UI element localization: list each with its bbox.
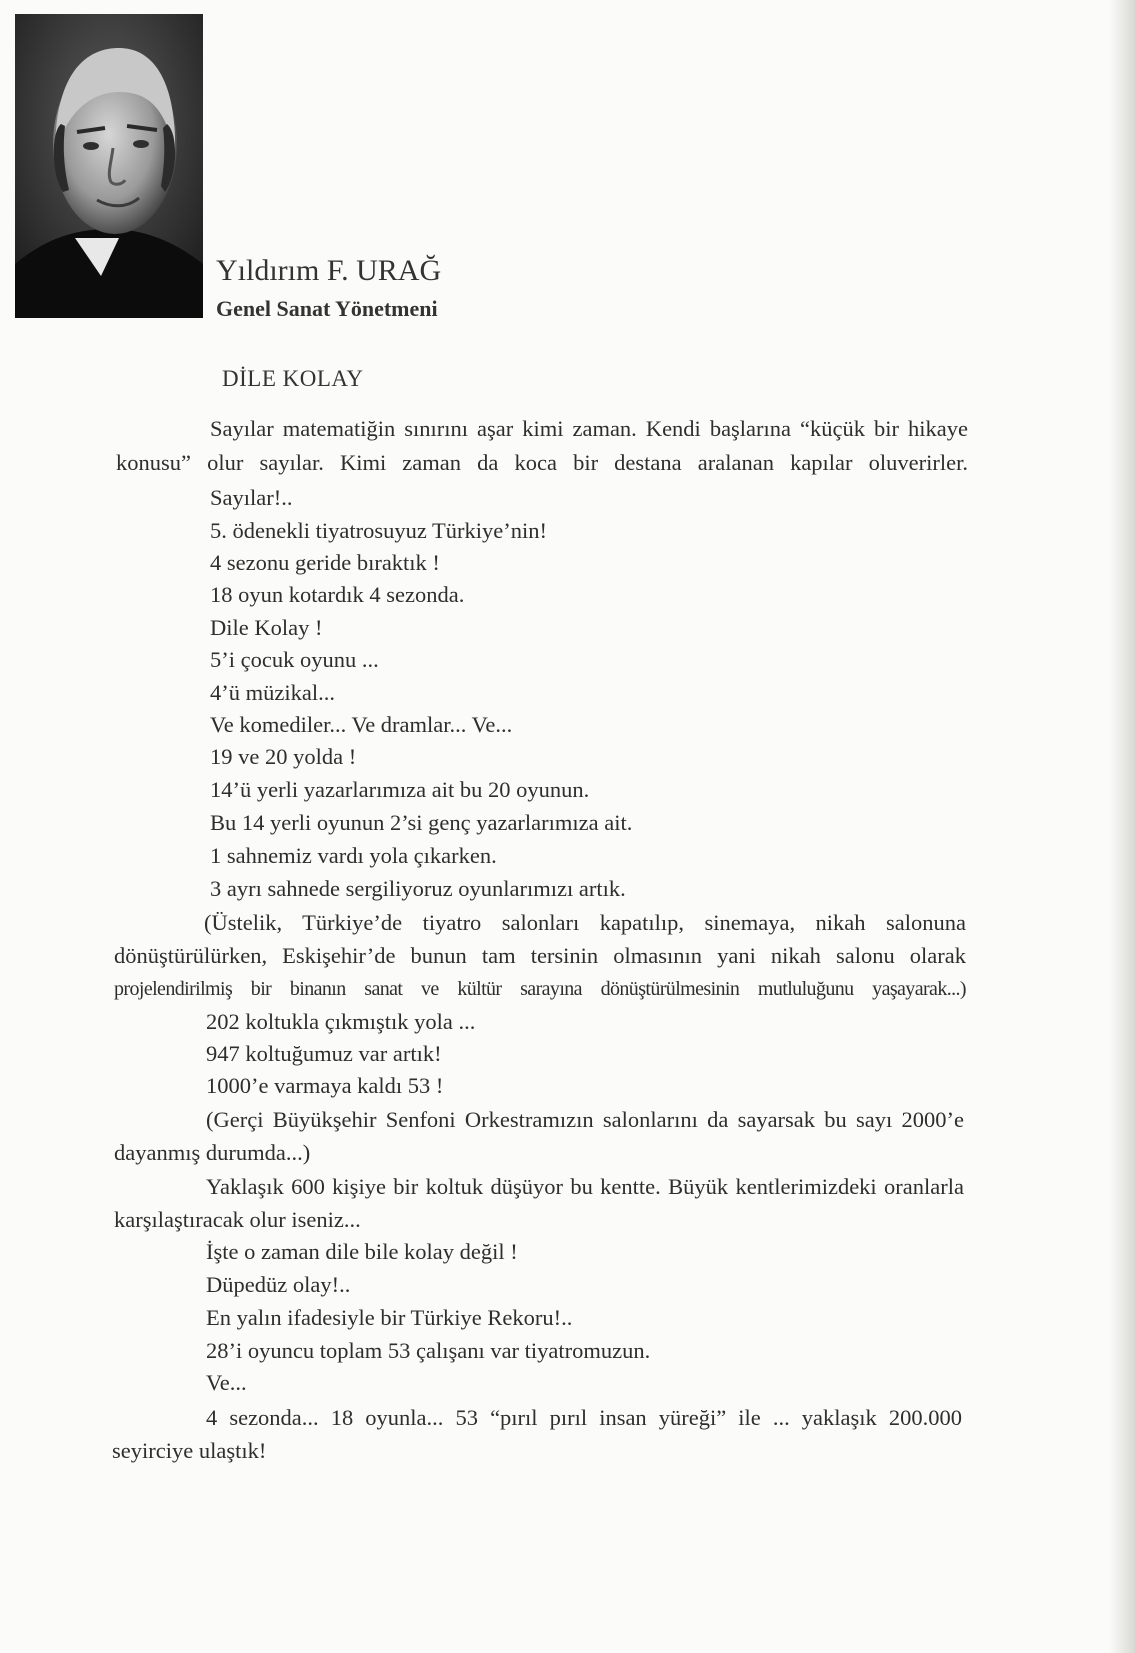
page-edge-shadow: [1109, 0, 1135, 1653]
text-line: dayanmış durumda...): [114, 1140, 311, 1165]
text-line: 202 koltukla çıkmıştık yola ...: [206, 1009, 476, 1034]
text-line: (Gerçi Büyükşehir Senfoni Orkestramızın salonlarını da sayarsak bu sayı 2000’e: [206, 1107, 964, 1132]
text-line: konusu” olur sayılar. Kimi zaman da koca bir destana aralanan kapılar oluverirler.: [116, 450, 968, 475]
author-name: Yıldırım F. URAĞ: [216, 254, 442, 287]
text-line: 18 oyun kotardık 4 sezonda.: [210, 582, 465, 607]
text-line: 947 koltuğumuz var artık!: [206, 1041, 442, 1066]
text-line: karşılaştıracak olur iseniz...: [114, 1207, 361, 1232]
text-line: Düpedüz olay!..: [206, 1272, 351, 1297]
text-line: Dile Kolay !: [210, 615, 323, 640]
text-line: Bu 14 yerli oyunun 2’si genç yazarlarımıza ait.: [210, 810, 633, 835]
text-line: En yalın ifadesiyle bir Türkiye Rekoru!..: [206, 1305, 573, 1330]
text-line: İşte o zaman dile bile kolay değil !: [206, 1239, 518, 1264]
article-title: DİLE KOLAY: [222, 366, 364, 391]
text-line: 19 ve 20 yolda !: [210, 744, 357, 769]
text-line: dönüştürülürken, Eskişehir’de bunun tam tersinin olmasının yani nikah salonu olarak: [114, 943, 966, 968]
text-line: Ve komediler... Ve dramlar... Ve...: [210, 712, 513, 737]
text-line: 4 sezonu geride bıraktık !: [210, 550, 440, 575]
text-line: 4 sezonda... 18 oyunla... 53 “pırıl pırıl insan yüreği” ile ... yaklaşık 200.000: [206, 1405, 962, 1430]
text-line: 28’i oyuncu toplam 53 çalışanı var tiyatromuzun.: [206, 1338, 651, 1363]
text-line: seyirciye ulaştık!: [112, 1438, 267, 1463]
author-portrait: [15, 14, 203, 318]
text-line: Ve...: [206, 1370, 247, 1395]
text-line: projelendirilmiş bir binanın sanat ve kültür sarayına dönüştürülmesinin mutluluğunu yaşayarak...): [114, 978, 966, 1000]
text-line: 3 ayrı sahnede sergiliyoruz oyunlarımızı artık.: [210, 876, 626, 901]
text-line: (Üstelik, Türkiye’de tiyatro salonları kapatılıp, sinemaya, nikah salonuna: [204, 910, 966, 935]
text-line: Sayılar!..: [210, 485, 293, 510]
text-line: 5’i çocuk oyunu ...: [210, 647, 379, 672]
text-line: 4’ü müzikal...: [210, 680, 335, 705]
text-line: Yaklaşık 600 kişiye bir koltuk düşüyor bu kentte. Büyük kentlerimizdeki oranlarla: [206, 1174, 964, 1199]
text-line: 5. ödenekli tiyatrosuyuz Türkiye’nin!: [210, 518, 548, 543]
text-line: 1 sahnemiz vardı yola çıkarken.: [210, 843, 497, 868]
author-role: Genel Sanat Yönetmeni: [216, 296, 438, 321]
text-line: 1000’e varmaya kaldı 53 !: [206, 1073, 444, 1098]
text-line: 14’ü yerli yazarlarımıza ait bu 20 oyunun.: [210, 777, 590, 802]
text-line: Sayılar matematiğin sınırını aşar kimi zaman. Kendi başlarına “küçük bir hikaye: [210, 416, 968, 441]
